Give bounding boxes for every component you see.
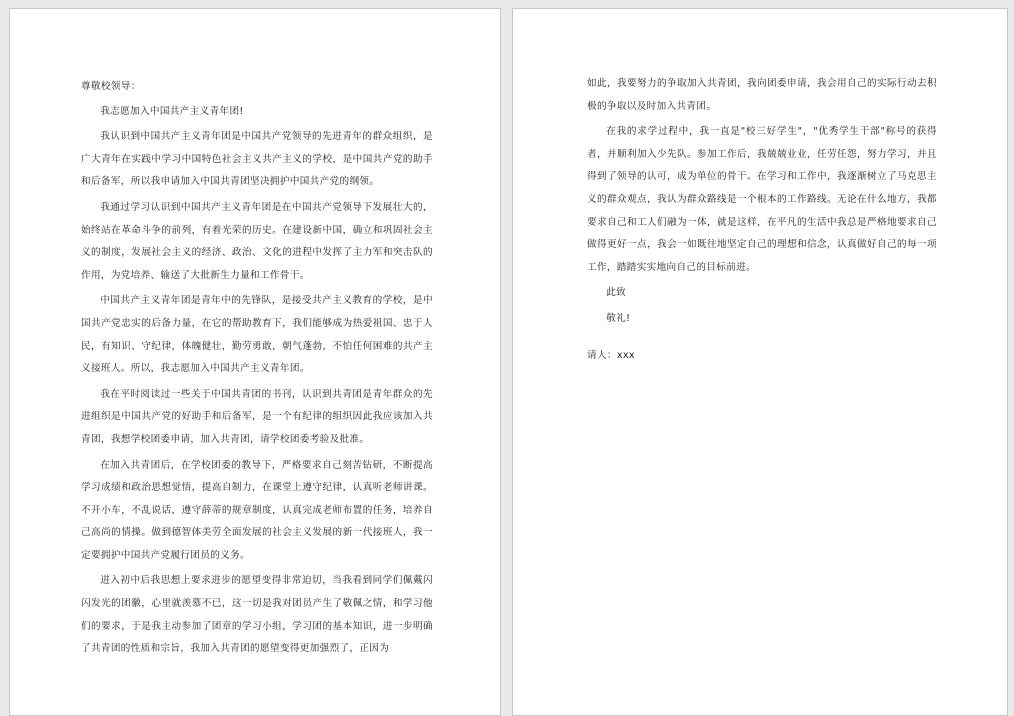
document-page-2 — [512, 8, 1008, 716]
document-page-1 — [9, 8, 501, 716]
paragraph: 进入初中后我思想上要求进步的愿望变得非常迫切，当我看到同学们佩戴闪闪发光的团徽，心里就羡慕不已，这一切是我对团员产生了敬佩之情，和学习他们的要求，于是我主动参加了团章的学习小组，学习团的基本知识，进一步明确了共青团的性质和宗旨，我加入共青团的愿望变得更加强烈了，正因为 — [81, 575, 433, 655]
paragraph: 我志愿加入中国共产主义青年团! — [100, 105, 244, 117]
paragraph: 中国共产主义青年团是青年中的先锋队，是接受共产主义教育的学校，是中国共产党忠实的后备力量，在它的帮助教育下，我们能够成为热爱祖国、忠于人民，有知识、守纪律，体魄健壮，勤劳勇敢，朝气蓬勃，不怕任何困难的共产主义接班人。所以，我志愿加入中国共产主义青年团。 — [81, 295, 433, 375]
signature: 请人：xxx — [587, 349, 635, 361]
page-2-body — [587, 73, 937, 370]
page-1-body — [81, 76, 433, 664]
paragraph: 我通过学习认识到中国共产主义青年团是在中国共产党领导下发展壮大的，始终站在革命斗争的前列，有着光荣的历史。在建设新中国，确立和巩固社会主义的制度，发展社会主义的经济、政治、文化的进程中发挥了主力军和突击队的作用，为党培养、输送了大批新生力量和工作骨干。 — [81, 201, 433, 281]
closing-line: 此致 — [606, 287, 627, 299]
paragraph: 我认识到中国共产主义青年团是中国共产党领导的先进青年的群众组织，是广大青年在实践中学习中国特色社会主义共产主义的学校，是中国共产党的助手和后备军，所以我申请加入中国共青团坚决拥护中国共产党的纲领。 — [81, 131, 433, 188]
paragraph-continuation: 如此，我要努力的争取加入共青团，我向团委申请，我会用自己的实际行动去积极的争取以及时加入共青团。 — [587, 78, 937, 112]
paragraph: 在加入共青团后，在学校团委的教导下，严格要求自己刻苦钻研，不断提高学习成绩和政治思想觉悟，提高自制力，在课堂上遵守纪律，认真听老师讲课。不开小车，不乱说话，遵守薛蒂的规章制度，认真完成老师布置的任务，培养自己高尚的情操。做到德智体美劳全面发展的社会主义发展的新一代接班人，我一定要拥护中国共产党履行团员的义务。 — [81, 459, 433, 561]
closing-greeting: 敬礼! — [606, 312, 631, 324]
salutation: 尊敬校领导： — [81, 81, 141, 92]
paragraph: 我在平时阅读过一些关于中国共青团的书刊，认识到共青团是青年群众的先进组织是中国共产党的好助手和后备军，是一个有纪律的组织因此我应该加入共青团，我想学校团委申请，加入共青团，请学校团委考验及批准。 — [81, 388, 433, 445]
paragraph: 在我的求学过程中，我一直是"校三好学生"，"优秀学生干部"称号的获得者，并顺利加入少先队。参加工作后，我兢兢业业，任劳任怨，努力学习，并且得到了领导的认可，成为单位的骨干。在学习和工作中，我逐渐树立了马克思主义的群众观点，我认为群众路线是一个根本的工作路线。无论在什么地方，我都要求自己和工人们融为一体，就是这样，在平凡的生活中我总是严格地要求自己做得更好一点，我会一如既往地坚定自己的理想和信念，认真做好自己的每一项工作，踏踏实实地向自己的目标前进。 — [587, 126, 937, 273]
